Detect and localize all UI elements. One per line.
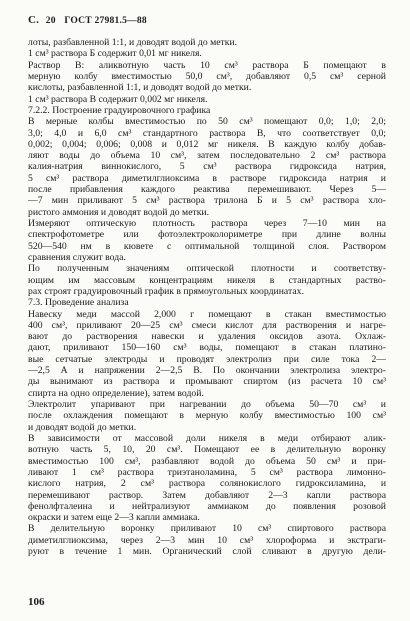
- text-line: кислого натрия, 2 см³ раствора солянокислого гидроксиламина, и: [28, 478, 386, 490]
- text-line: перемешивают раствор. Затем добавляют 2—3 капли раствора: [28, 489, 386, 501]
- text-line: рах строят градуировочный график в прямоугольных координатах.: [28, 285, 304, 297]
- text-line: спирта на одно определение), затем водой.: [28, 387, 204, 399]
- text-line: ляют воды до объема 10 см³, затем последовательно 2 см³ раствора: [28, 150, 386, 162]
- body-text: [28, 37, 386, 557]
- text-line: вотную часть 5, 10, 20 см³. Помещают ее в делительную воронку: [28, 444, 386, 456]
- text-line: 5 см³ раствора диметилглиоксима в растворе гидроксида натрия и: [28, 172, 386, 184]
- page-footer-number: 106: [28, 596, 45, 608]
- text-line: ристого аммония и доводят водой до метки.: [28, 206, 210, 218]
- text-line: после охлаждения помещают в мерную колбу вместимостью 100 см³: [28, 410, 386, 422]
- page-header: [28, 14, 147, 26]
- text-line: 1 см³ раствора В содержит 0,002 мг никеля.: [28, 93, 208, 105]
- text-line: 520—540 нм в кювете с оптимальной толщиной слоя. Раствором: [28, 240, 386, 252]
- text-line: 7.2.2. Построение градуировочного графика: [28, 104, 211, 116]
- text-line: и доводят водой до метки.: [28, 421, 137, 433]
- text-line: вают до растворения навески и удаления оксидов азота. Охлаж-: [28, 331, 386, 343]
- text-line: фенолфталеина и нейтрализуют аммиаком до появления розовой: [28, 500, 386, 512]
- text-line: 0,002; 0,004; 0,006; 0,008 и 0,012 мг никеля. В каждую колбу добав-: [28, 138, 386, 150]
- text-line: Раствор В: аликвотную часть 10 см³ раствора Б помещают в: [28, 59, 386, 71]
- header-page-number: 20: [45, 15, 56, 26]
- text-line: 3,0; 4,0 и 6,0 см³ стандартного раствора В, что соответствует 0,0;: [28, 127, 386, 139]
- text-line: вые сетчатые электроды и проводят электролиз при силе тока 2—: [28, 353, 386, 365]
- text-line: 400 см³, приливают 20—25 см³ смеси кислот для растворения и нагре-: [28, 319, 386, 331]
- text-line: окраски и затем еще 2—3 капли аммиака.: [28, 512, 200, 524]
- text-line: руют в течение 1 мин. Органический слой сливают в другую дели-: [28, 546, 386, 558]
- text-line: Измеряют оптическую плотность раствора через 7—10 мин на: [28, 218, 386, 229]
- text-line: ливают 1 см³ раствора триэтаноламина, 5 см³ раствора лимонно-: [28, 466, 386, 478]
- text-line: калия-натрия виннокислого, 5 см³ раствора гидроксида натрия,: [28, 161, 386, 173]
- text-line: —2,5 А и напряжении 2—2,5 В. По окончании электролиза электро-: [28, 365, 386, 377]
- text-line: В делительную воронку приливают 10 см³ спиртового раствора: [28, 523, 386, 535]
- text-line: 1 см³ раствора Б содержит 0,01 мг никеля.: [28, 48, 202, 60]
- header-symbol: С.: [28, 14, 40, 26]
- text-line: спектрофотометре или фотоэлектроколориметре при длине волны: [28, 229, 386, 241]
- text-line: Электролит упаривают при нагревании до объема 50—70 см³ и: [28, 399, 386, 410]
- text-line: Навеску меди массой 2,000 г помещают в стакан вместимостью: [28, 308, 386, 320]
- text-line: ющим им массовым концентрациям никеля в стандартных раство-: [28, 274, 386, 286]
- text-line: ды вынимают из раствора и промывают спиртом (из расчета 10 см³: [28, 376, 386, 388]
- text-line: диметилглиоксима, через 2—3 мин 10 см³ хлороформа и экстраги-: [28, 534, 386, 546]
- text-line: В зависимости от массовой доли никеля в меди отбирают алик-: [28, 432, 386, 444]
- header-standard-id: ГОСТ 27981.5—88: [64, 15, 147, 26]
- text-line: кислоты, разбавленной 1:1, и доводят водой до метки.: [28, 82, 252, 94]
- text-line: вместимостью 100 см³, разбавляют водой до объема 50 см³ и при-: [28, 455, 386, 467]
- text-line: после прибавления каждого реактива перемешивают. Через 5—: [28, 184, 386, 196]
- text-line: По полученным значениям оптической плотности и соответству-: [28, 263, 386, 275]
- text-line: —7 мин приливают 5 см³ раствора трилона Б и 5 см³ раствора хло-: [28, 195, 386, 207]
- text-line: В мерные колбы вместимостью по 50 см³ помещают 0,0; 1,0; 2,0;: [28, 116, 386, 128]
- text-line: лоты, разбавленной 1:1, и доводят водой до метки.: [28, 37, 238, 48]
- text-line: дают, приливают 150—160 см³ воды, помещают в стакан платино-: [28, 342, 386, 354]
- text-line: мерную колбу вместимостью 50,0 см³, добавляют 0,5 см³ серной: [28, 70, 386, 82]
- text-line: сравнения служит вода.: [28, 251, 126, 263]
- text-line: 7.3. Проведение анализа: [28, 297, 129, 309]
